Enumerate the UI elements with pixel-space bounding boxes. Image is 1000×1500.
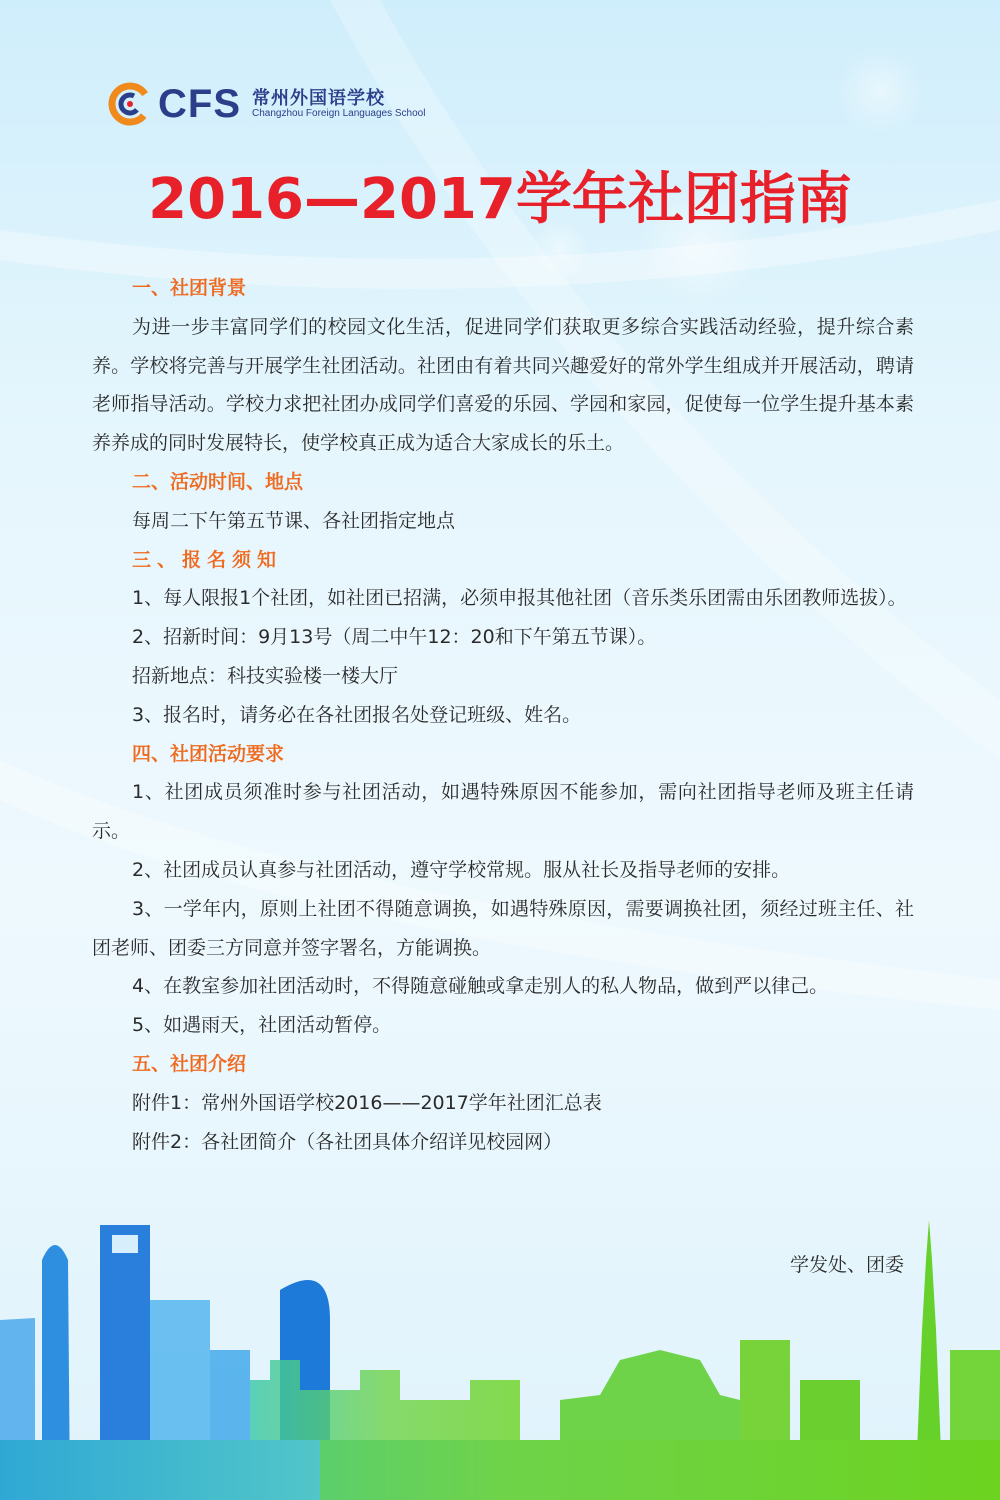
section-heading: 五、社团介绍 — [132, 1052, 247, 1075]
section-paragraph: 招新地点：科技实验楼一楼大厅 — [132, 664, 399, 687]
logo-letters: CFS — [158, 82, 241, 126]
section-paragraph: 2、社团成员认真参与社团活动，遵守学校常规。服从社长及指导老师的安排。 — [132, 858, 791, 881]
cfs-logo-mark-icon — [108, 82, 152, 126]
section-paragraph: 3、报名时，请务必在各社团报名处登记班级、姓名。 — [132, 703, 582, 726]
section-paragraph: 4、在教室参加社团活动时，不得随意碰触或拿走别人的私人物品，做到严以律己。 — [132, 975, 829, 998]
section-background — [92, 269, 914, 463]
section-paragraph: 3、一学年内，原则上社团不得随意调换，如遇特殊原因，需要调换社团，须经过班主任、社团老师、团委三方同意并签字署名，方能调换。 — [92, 897, 914, 959]
signature: 学发处、团委 — [789, 1254, 904, 1276]
attachment-line: 附件1：常州外国语学校2016——2017学年社团汇总表 — [132, 1091, 602, 1114]
section-heading: 一、社团背景 — [132, 277, 247, 299]
school-name-cn: 常州外国语学校 — [252, 88, 385, 109]
school-name-en: Changzhou Foreign Languages School — [252, 108, 426, 119]
section-paragraph: 每周二下午第五节课、各社团指定地点 — [132, 509, 456, 532]
section-paragraph: 1、社团成员须准时参与社团活动，如遇特殊原因不能参加，需向社团指导老师及班主任请示。 — [92, 781, 914, 843]
section-heading: 二、活动时间、地点 — [132, 470, 304, 493]
city-skyline-illustration — [0, 1200, 1000, 1500]
section-introduction — [92, 1045, 914, 1161]
section-heading: 四、社团活动要求 — [132, 742, 285, 765]
section-paragraph: 1、每人限报1个社团，如社团已招满，必须申报其他社团（音乐类乐团需由乐团教师选拔）。 — [132, 587, 907, 610]
page-title: 2016—2017学年社团指南 — [148, 167, 852, 232]
section-registration — [92, 541, 914, 735]
section-paragraph: 为进一步丰富同学们的校园文化生活，促进同学们获取更多综合实践活动经验，提升综合素养。学校将完善与开展学生社团活动。社团由有着共同兴趣爱好的常外学生组成并开展活动，聘请老师指导活动。学校力求把社团办成同学们喜爱的乐园、学园和家园，促使每一位学生提升基本素养养成的同时发展特长，使学校真正成为适合大家成长的乐土。 — [92, 315, 914, 455]
section-paragraph: 5、如遇雨天，社团活动暂停。 — [132, 1014, 392, 1037]
guide-content — [92, 269, 914, 1161]
section-heading: 三、报名须知 — [132, 548, 283, 571]
attachment-line: 附件2：各社团简介（各社团具体介绍详见校园网） — [132, 1130, 563, 1153]
section-paragraph: 2、招新时间：9月13号（周二中午12：20和下午第五节课）。 — [132, 626, 657, 649]
section-time-place — [92, 463, 914, 541]
section-requirements — [92, 735, 914, 1045]
